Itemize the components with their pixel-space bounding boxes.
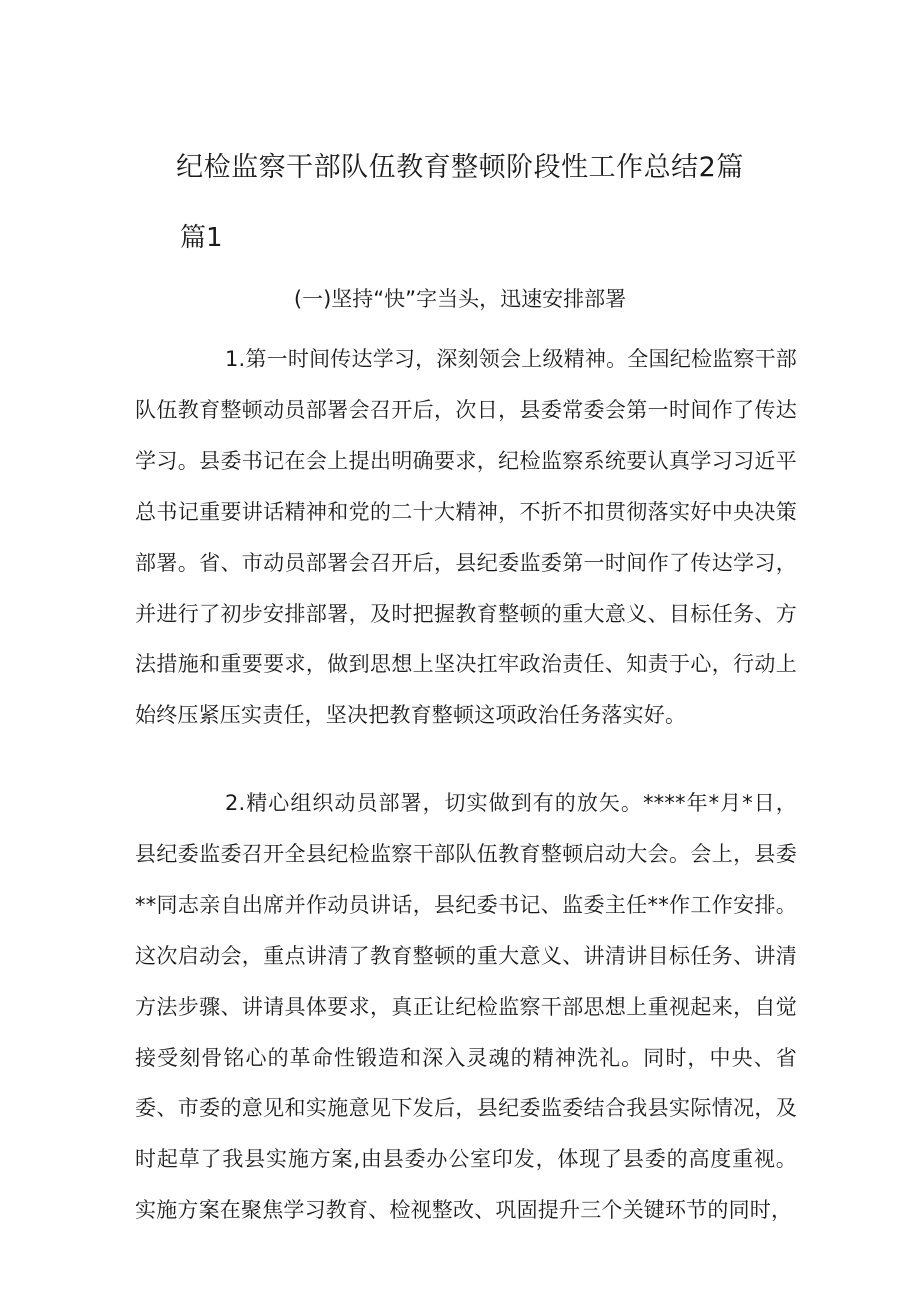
section-heading: (一)坚持“快”字当头，迅速安排部署 (293, 287, 627, 311)
document-title: 纪检监察干部队伍教育整顿阶段性工作总结2篇 (176, 152, 744, 183)
paragraph-1: 1.第一时间传达学习，深刻领会上级精神。全国纪检监察干部队伍教育整顿动员部署会召开后，次日，县委常委会第一时间作了传达学习。县委书记在会上提出明确要求，纪检监察系统要认真学习习近平总书记重要讲话精神和党的二十大精神，不折不扣贯彻落实好中央决策部署。省、市动员部署会召开后，县纪委监委第一时间作了传达学习，并进行了初步安排部署，及时把握教育整顿的重大意义、目标任务、方法措施和重要要求，做到思想上坚决扛牢政治责任、知责于心，行动上始终压紧压实责任，坚决把教育整顿这项政治任务落实好。 (135, 347, 797, 728)
part-label: 篇1 (180, 223, 223, 253)
paragraph-2: 2.精心组织动员部署，切实做到有的放矢。****年*月*日，县纪委监委召开全县纪检监察干部队伍教育整顿启动大会。会上，县委**同志亲自出席并作动员讲话，县纪委书记、监委主任**作工作安排。这次启动会，重点讲清了教育整顿的重大意义、讲清讲目标任务、讲清方法步骤、讲请具体要求，真正让纪检监察干部思想上重视起来，自觉接受刻骨铭心的革命性锻造和深入灵魂的精神洗礼。同时，中央、省委、市委的意见和实施意见下发后，县纪委监委结合我县实际情况，及时起草了我县实施方案,由县委办公室印发，体现了县委的高度重视。实施方案在聚焦学习教育、检视整改、巩固提升三个关键环节的同时， (135, 791, 797, 1223)
